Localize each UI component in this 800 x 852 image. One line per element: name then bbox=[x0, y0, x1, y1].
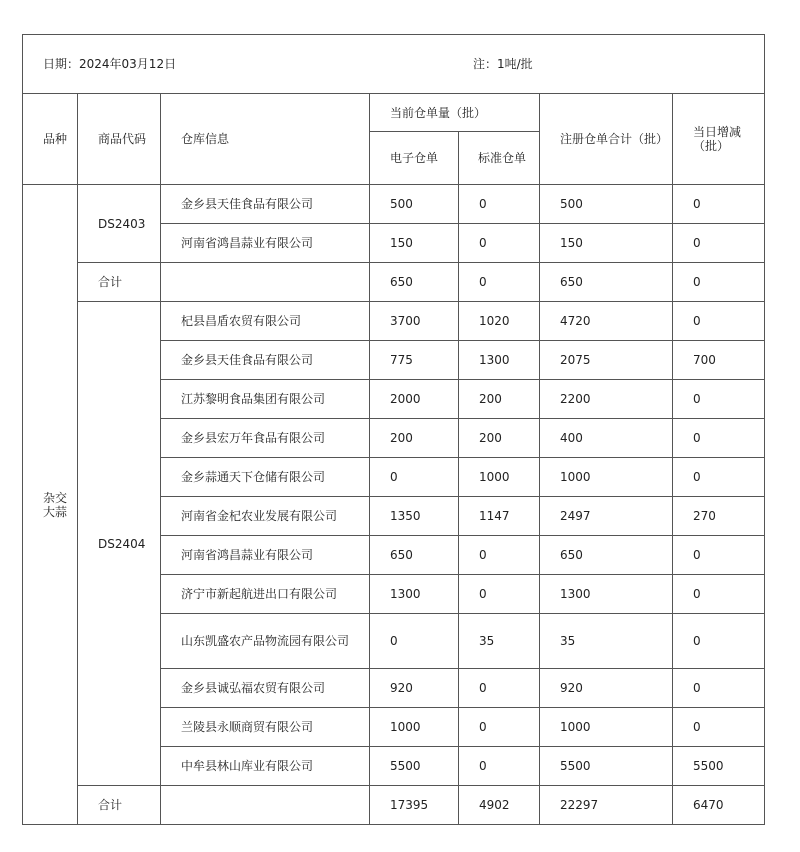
cell-electronic: 2000 bbox=[370, 380, 459, 419]
product-code-cell: DS2403 bbox=[78, 185, 161, 263]
cell-standard: 1300 bbox=[459, 341, 540, 380]
subtotal-change: 0 bbox=[673, 263, 765, 302]
cell-change: 0 bbox=[673, 224, 765, 263]
cell-electronic: 1000 bbox=[370, 708, 459, 747]
cell-electronic: 5500 bbox=[370, 747, 459, 786]
cell-change: 5500 bbox=[673, 747, 765, 786]
header-standard: 标准仓单 bbox=[459, 132, 540, 185]
cell-standard: 0 bbox=[459, 185, 540, 224]
cell-electronic: 775 bbox=[370, 341, 459, 380]
cell-standard: 1147 bbox=[459, 497, 540, 536]
header-electronic: 电子仓单 bbox=[370, 132, 459, 185]
cell-standard: 0 bbox=[459, 747, 540, 786]
cell-warehouse: 山东凯盛农产品物流园有限公司 bbox=[161, 614, 370, 669]
cell-standard: 0 bbox=[459, 224, 540, 263]
cell-standard: 0 bbox=[459, 669, 540, 708]
cell-standard: 1020 bbox=[459, 302, 540, 341]
cell-standard: 0 bbox=[459, 536, 540, 575]
cell-warehouse: 河南省鸿昌蒜业有限公司 bbox=[161, 224, 370, 263]
cell-standard: 35 bbox=[459, 614, 540, 669]
cell-warehouse: 金乡县天佳食品有限公司 bbox=[161, 341, 370, 380]
unit-note: 注：1吨/批 bbox=[473, 57, 533, 71]
cell-total: 2075 bbox=[540, 341, 673, 380]
cell-change: 0 bbox=[673, 575, 765, 614]
subtotal-total: 650 bbox=[540, 263, 673, 302]
subtotal-label: 合计 bbox=[78, 263, 161, 302]
cell-warehouse: 金乡县宏万年食品有限公司 bbox=[161, 419, 370, 458]
cell-electronic: 3700 bbox=[370, 302, 459, 341]
header-warehouse: 仓库信息 bbox=[161, 94, 370, 185]
cell-change: 0 bbox=[673, 185, 765, 224]
cell-total: 500 bbox=[540, 185, 673, 224]
header-variety: 品种 bbox=[23, 94, 78, 185]
subtotal-row bbox=[23, 786, 765, 825]
cell-total: 920 bbox=[540, 669, 673, 708]
cell-warehouse: 金乡蒜通天下仓储有限公司 bbox=[161, 458, 370, 497]
cell-change: 0 bbox=[673, 536, 765, 575]
cell-change: 0 bbox=[673, 708, 765, 747]
cell-total: 35 bbox=[540, 614, 673, 669]
cell-change: 0 bbox=[673, 419, 765, 458]
cell-change: 270 bbox=[673, 497, 765, 536]
cell-change: 0 bbox=[673, 614, 765, 669]
meta-cell bbox=[23, 35, 765, 94]
cell-total: 1000 bbox=[540, 458, 673, 497]
cell-warehouse: 济宁市新起航进出口有限公司 bbox=[161, 575, 370, 614]
subtotal-standard: 0 bbox=[459, 263, 540, 302]
table-row bbox=[23, 302, 765, 341]
cell-total: 4720 bbox=[540, 302, 673, 341]
cell-total: 2497 bbox=[540, 497, 673, 536]
subtotal-warehouse bbox=[161, 263, 370, 302]
cell-change: 0 bbox=[673, 380, 765, 419]
cell-standard: 0 bbox=[459, 708, 540, 747]
subtotal-electronic: 650 bbox=[370, 263, 459, 302]
cell-standard: 0 bbox=[459, 575, 540, 614]
subtotal-label: 合计 bbox=[78, 786, 161, 825]
cell-standard: 200 bbox=[459, 380, 540, 419]
cell-standard: 200 bbox=[459, 419, 540, 458]
subtotal-change: 6470 bbox=[673, 786, 765, 825]
cell-total: 650 bbox=[540, 536, 673, 575]
cell-total: 2200 bbox=[540, 380, 673, 419]
header-row-1 bbox=[23, 94, 765, 132]
cell-electronic: 0 bbox=[370, 458, 459, 497]
warehouse-receipt-table bbox=[22, 34, 765, 825]
cell-electronic: 650 bbox=[370, 536, 459, 575]
cell-warehouse: 河南省金杞农业发展有限公司 bbox=[161, 497, 370, 536]
subtotal-electronic: 17395 bbox=[370, 786, 459, 825]
cell-total: 1000 bbox=[540, 708, 673, 747]
cell-total: 400 bbox=[540, 419, 673, 458]
variety-cell: 杂交大蒜 bbox=[23, 185, 78, 825]
cell-electronic: 1350 bbox=[370, 497, 459, 536]
report-date: 日期：2024年03月12日 bbox=[43, 57, 177, 71]
header-registered-total: 注册仓单合计（批） bbox=[540, 94, 673, 185]
cell-warehouse: 江苏黎明食品集团有限公司 bbox=[161, 380, 370, 419]
header-current: 当前仓单量（批） bbox=[370, 94, 540, 132]
product-code-cell: DS2404 bbox=[78, 302, 161, 786]
cell-total: 1300 bbox=[540, 575, 673, 614]
cell-warehouse: 中牟县林山库业有限公司 bbox=[161, 747, 370, 786]
cell-electronic: 150 bbox=[370, 224, 459, 263]
cell-change: 0 bbox=[673, 669, 765, 708]
cell-warehouse: 杞县昌盾农贸有限公司 bbox=[161, 302, 370, 341]
subtotal-standard: 4902 bbox=[459, 786, 540, 825]
subtotal-warehouse bbox=[161, 786, 370, 825]
cell-total: 150 bbox=[540, 224, 673, 263]
cell-electronic: 500 bbox=[370, 185, 459, 224]
cell-total: 5500 bbox=[540, 747, 673, 786]
subtotal-row bbox=[23, 263, 765, 302]
cell-change: 700 bbox=[673, 341, 765, 380]
cell-change: 0 bbox=[673, 458, 765, 497]
cell-electronic: 0 bbox=[370, 614, 459, 669]
header-daily-change: 当日增减（批） bbox=[673, 94, 765, 185]
header-code: 商品代码 bbox=[78, 94, 161, 185]
cell-warehouse: 金乡县诚弘福农贸有限公司 bbox=[161, 669, 370, 708]
cell-electronic: 200 bbox=[370, 419, 459, 458]
cell-warehouse: 金乡县天佳食品有限公司 bbox=[161, 185, 370, 224]
cell-electronic: 1300 bbox=[370, 575, 459, 614]
subtotal-total: 22297 bbox=[540, 786, 673, 825]
cell-warehouse: 河南省鸿昌蒜业有限公司 bbox=[161, 536, 370, 575]
cell-warehouse: 兰陵县永顺商贸有限公司 bbox=[161, 708, 370, 747]
cell-change: 0 bbox=[673, 302, 765, 341]
table-row bbox=[23, 185, 765, 224]
cell-electronic: 920 bbox=[370, 669, 459, 708]
cell-standard: 1000 bbox=[459, 458, 540, 497]
meta-row bbox=[23, 35, 765, 94]
